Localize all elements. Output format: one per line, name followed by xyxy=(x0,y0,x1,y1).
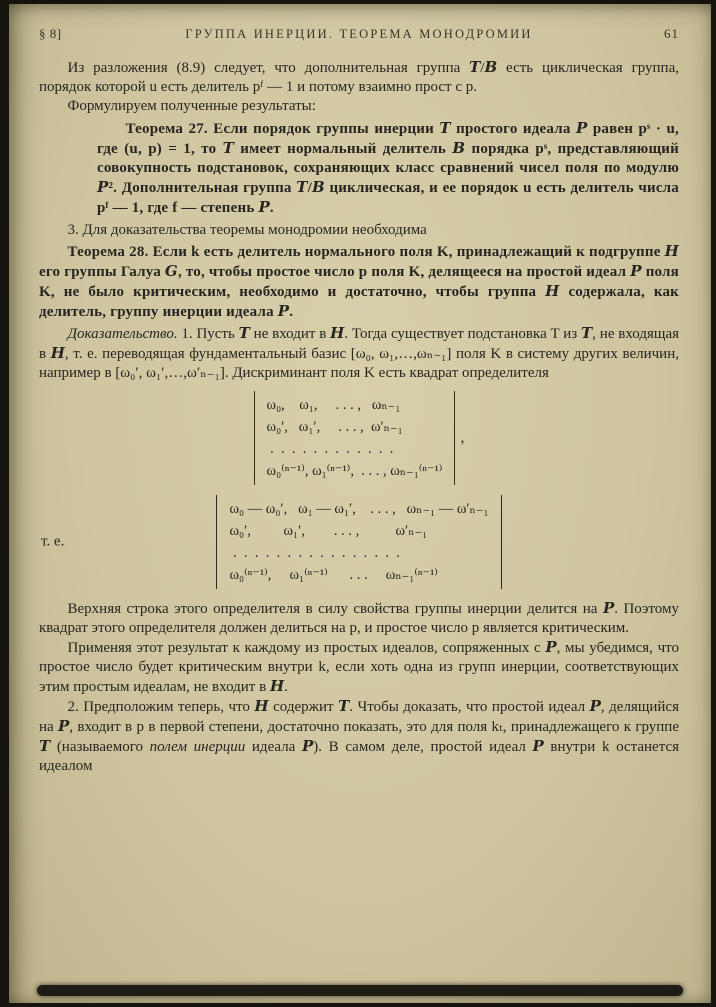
paragraph-item-3: 3. Для доказательства теоремы монодромии необходима xyxy=(67,222,427,238)
that-is-label: т. е. xyxy=(41,533,65,550)
running-header xyxy=(39,26,679,42)
determinant-2 xyxy=(216,495,501,589)
matrix-row: . . . . . . . . . . . . xyxy=(266,441,394,457)
inertia-field-term: полем инерции xyxy=(149,739,246,755)
matrix-row: . . . . . . . . . . . . . . . . xyxy=(229,545,400,561)
matrix-row: ω₀, ω₁, . . . , ωₙ₋₁ xyxy=(266,397,401,413)
determinant-trailing-comma: , xyxy=(460,429,465,446)
paragraph-item-2-text-a: 2. Предположим теперь, что H содержит T. Чтобы доказать, что простой идеал P, делящийся на P, входит в p в первой степени, достаточно показать, это для поля kₜ, принадлежащего к группе T (называемого xyxy=(39,697,679,755)
paragraph-proof xyxy=(39,324,679,383)
paragraph-formulate: Формулируем полученные результаты: xyxy=(67,98,316,114)
theorem-28: Теорема 28. Если k есть делитель нормального поля K, принадлежащий к подгруппе H его группы Галуа G, то, чтобы простое число p поля K, делящееся на простой идеал P поля K, не было критическим, необходимо и достаточно, чтобы группа H содержала, как делитель, группу инерции идеала P. xyxy=(39,242,679,320)
matrix-row: ω₀⁽ⁿ⁻¹⁾, ω₁⁽ⁿ⁻¹⁾, . . . , ωₙ₋₁⁽ⁿ⁻¹⁾ xyxy=(266,463,443,479)
matrix-row: ω₀′, ω₁′, . . . , ω′ₙ₋₁ xyxy=(229,523,428,539)
running-title: ГРУППА ИНЕРЦИИ. ТЕОРЕМА МОНОДРОМИИ xyxy=(185,27,533,41)
display-determinant-1 xyxy=(39,391,679,485)
proof-label: Доказательство. xyxy=(67,326,178,342)
theorem-27: Теорема 27. Если порядок группы инерции T простого идеала P равен pˢ · u, где (u, p) = 1, то T имеет нормальный делитель B порядка pˢ, представляющий совокупность подстановок, сохраняющих класс сравнений чисел поля по модулю P². Дополнительная группа T/B циклическая, и ее порядок u есть делитель числа pᶠ — 1, где f — степень P. xyxy=(97,119,680,216)
paragraph-intro: Из разложения (8.9) следует, что дополнительная группа T/B есть циклическая группа, порядок которой u есть делитель pᶠ — 1 и потому взаимно прост с p. xyxy=(39,58,679,95)
determinant-1 xyxy=(254,391,456,485)
proof-text: 1. Пусть T не входит в H. Тогда существует подстановка T из T, не входящая в H, т. е. переводящая фундаментальный базис [ω₀, ω₁,…,ωₙ₋₁] поля K в систему других величин, например в [ω₀′, ω₁′,…,ω′ₙ₋₁]. Дискриминант поля K есть квадрат определителя xyxy=(39,324,680,381)
matrix-row: ω₀⁽ⁿ⁻¹⁾, ω₁⁽ⁿ⁻¹⁾ . . . ωₙ₋₁⁽ⁿ⁻¹⁾ xyxy=(229,567,438,583)
matrix-row: ω₀′, ω₁′, . . . , ω′ₙ₋₁ xyxy=(266,419,403,435)
paragraph-item-2 xyxy=(39,697,679,776)
display-determinant-2 xyxy=(39,495,679,589)
book-page xyxy=(9,4,711,1003)
paragraph-upper-row: Верхняя строка этого определителя в силу свойства группы инерции делится на P. Поэтому квадрат этого определителя должен делиться на p, и простое число p является критическим. xyxy=(39,599,679,636)
paragraph-item-2-text-b: идеала P). В самом деле, простой идеал P внутри k останется идеалом xyxy=(39,737,679,774)
page-number: 61 xyxy=(664,26,679,41)
scan-artifact-band xyxy=(37,985,683,996)
matrix-row: ω₀ — ω₀′, ω₁ — ω₁′, . . . , ωₙ₋₁ — ω′ₙ₋₁ xyxy=(229,501,489,517)
page-body xyxy=(39,58,679,776)
section-marker: § 8] xyxy=(39,26,62,41)
paragraph-apply: Применяя этот результат к каждому из простых идеалов, сопряженных с P, мы убедимся, что простое число будет критическим внутри k, если хоть одна из групп инерции, соответствующих этим простым идеалам, не входит в H. xyxy=(39,638,679,695)
